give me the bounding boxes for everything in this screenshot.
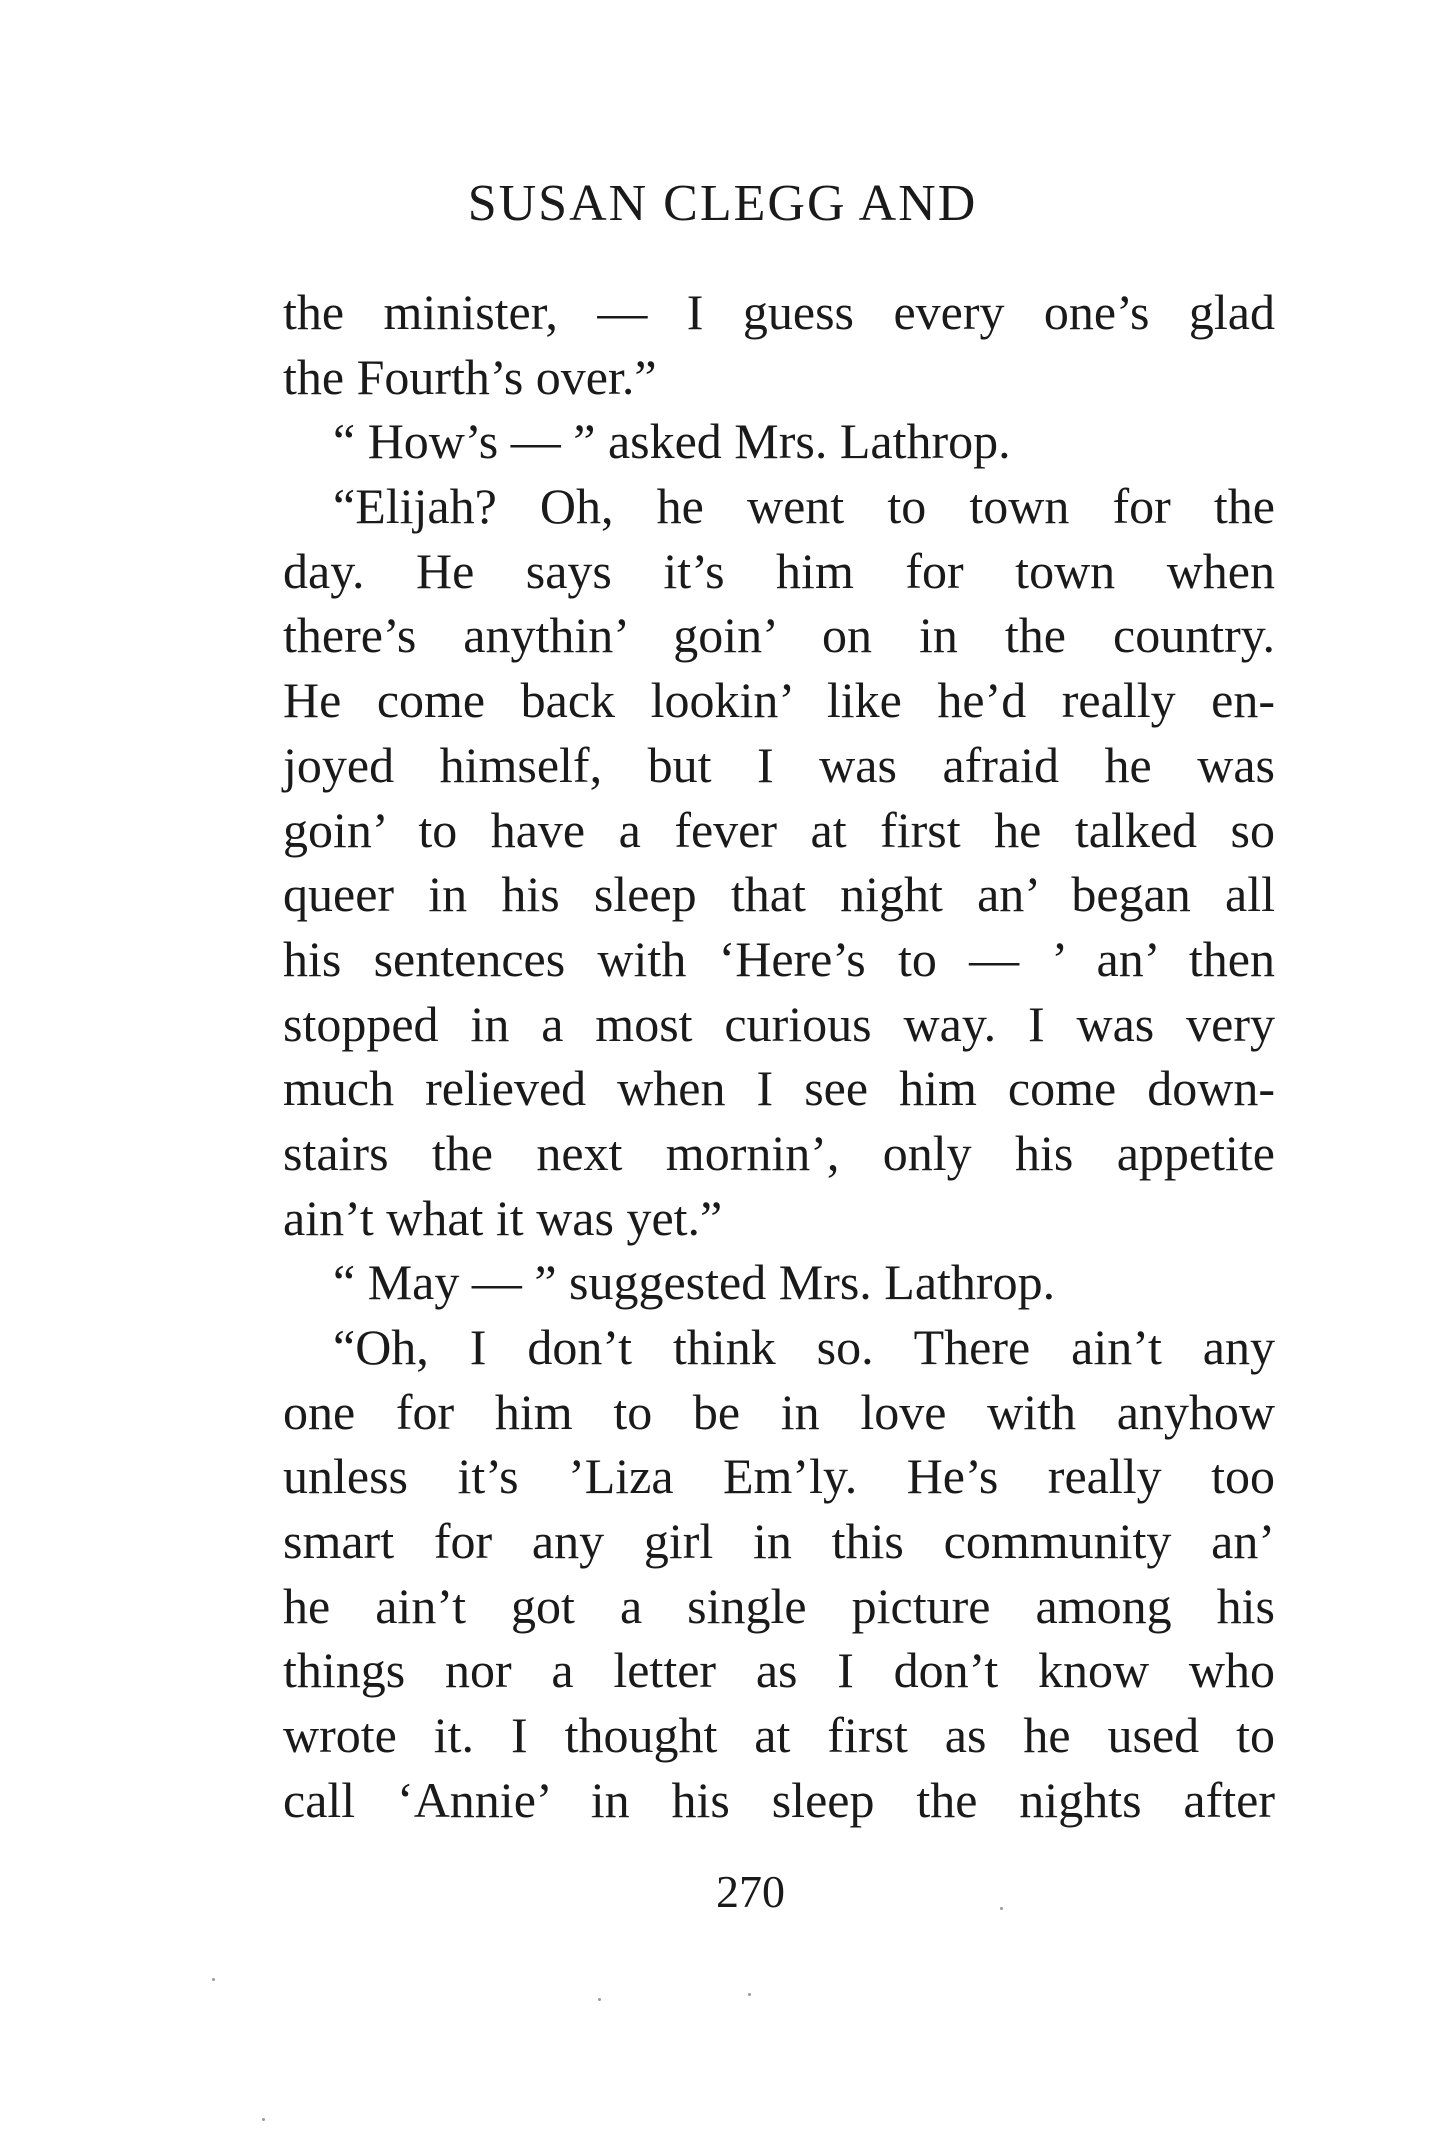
text-line: he ain’t got a single picture among his — [283, 1577, 1275, 1634]
text-line: there’s anythin’ goin’ on in the country. — [283, 607, 1275, 664]
running-head: SUSAN CLEGG AND — [467, 175, 978, 232]
text-line: call ‘Annie’ in his sleep the nights after — [283, 1771, 1275, 1828]
text-line: joyed himself, but I was afraid he was — [283, 736, 1275, 793]
text-line: goin’ to have a fever at first he talked so — [283, 801, 1275, 858]
text-line: ain’t what it was yet.” — [283, 1189, 723, 1246]
paper-speck — [212, 1978, 215, 1981]
text-line: “ May — ” suggested Mrs. Lathrop. — [333, 1254, 1056, 1311]
paper-speck — [748, 1993, 751, 1996]
text-line: things nor a letter as I don’t know who — [283, 1642, 1275, 1699]
paper-speck — [262, 2118, 265, 2121]
body-text — [283, 280, 1275, 1833]
text-line: queer in his sleep that night an’ began all — [283, 866, 1275, 923]
text-line: “Oh, I don’t think so. There ain’t any — [333, 1319, 1275, 1375]
text-line: much relieved when I see him come down- — [283, 1060, 1275, 1117]
paper-speck — [598, 1998, 601, 2001]
page-number: 270 — [716, 1866, 785, 1917]
text-line: the Fourth’s over.” — [283, 348, 657, 405]
paper-speck — [1000, 1907, 1003, 1910]
text-line: day. He says it’s him for town when — [283, 542, 1275, 599]
text-line: He come back lookin’ like he’d really en- — [283, 672, 1275, 729]
text-line: the minister, — I guess every one’s glad — [283, 284, 1275, 340]
text-line: stairs the next mornin’, only his appetite — [283, 1124, 1275, 1181]
text-line: “ How’s — ” asked Mrs. Lathrop. — [333, 413, 1011, 470]
text-line: stopped in a most curious way. I was very — [283, 995, 1275, 1052]
text-line: his sentences with ‘Here’s to — ’ an’ then — [283, 930, 1275, 987]
text-line: one for him to be in love with anyhow — [283, 1383, 1275, 1440]
text-line: “Elijah? Oh, he went to town for the — [333, 478, 1275, 535]
text-line: smart for any girl in this community an’ — [283, 1513, 1275, 1570]
text-line: wrote it. I thought at first as he used to — [283, 1707, 1275, 1764]
text-line: unless it’s ’Liza Em’ly. He’s really too — [283, 1448, 1275, 1505]
